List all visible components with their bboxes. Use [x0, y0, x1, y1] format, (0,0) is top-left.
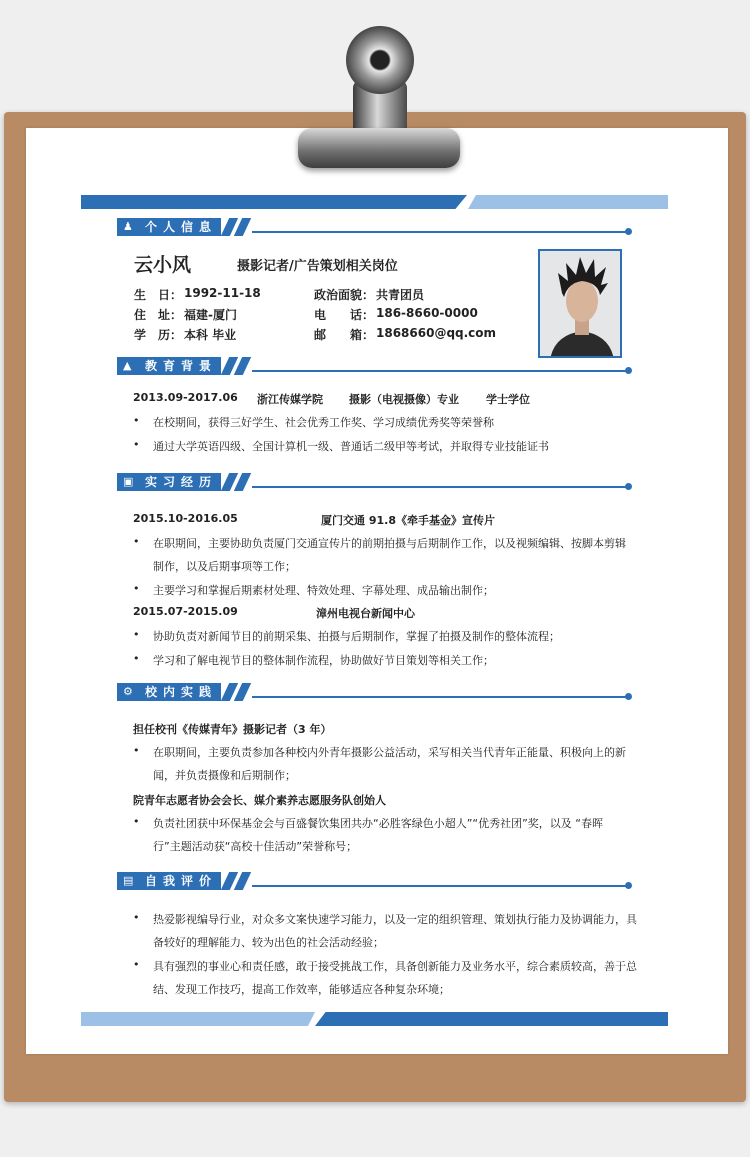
- campus-bullet-line: 行”主题活动获“高校十佳活动”荣誉称号；: [153, 840, 358, 853]
- bullet: •: [133, 438, 140, 451]
- self-eval-line: 热爱影视编导行业，对众多文案快速学习能力，以及一定的组织管理、策划执行能力及协调能力，具: [153, 913, 637, 926]
- clip-base: [298, 128, 460, 168]
- bullet: •: [133, 958, 140, 971]
- politics-label: 政治面貌：: [314, 288, 375, 302]
- job1-period: 2015.10-2016.05: [133, 512, 238, 525]
- birth-label: 生 日：: [134, 288, 183, 302]
- address-label: 住 址：: [134, 308, 183, 322]
- bullet: •: [133, 628, 140, 641]
- section-header-campus: [117, 683, 632, 701]
- bottom-bar-dark: [315, 1012, 668, 1026]
- target-position: 摄影记者/广告策划相关岗位: [237, 259, 398, 274]
- notepad-icon: ▤: [123, 874, 140, 887]
- campus-bullet-line: 在职期间，主要负责参加各种校内外青年摄影公益活动，采写相关当代青年正能量、积极向上的新: [153, 746, 626, 759]
- top-bar-dark: [81, 195, 467, 209]
- section-title: 校内实践: [145, 685, 218, 699]
- self-eval-line: 备较好的理解能力、较为出色的社会活动经验；: [153, 936, 384, 949]
- campus-role1: 担任校刊《传媒青年》摄影记者（3 年）: [133, 723, 332, 736]
- job2-bullet: 协助负责对新闻节目的前期采集、拍摄与后期制作，掌握了拍摄及制作的整体流程；: [153, 630, 560, 643]
- edu-bullet: 在校期间，获得三好学生、社会优秀工作奖、学习成绩优秀奖等荣誉称: [153, 416, 494, 429]
- politics-value: 共青团员: [376, 288, 425, 302]
- address-value: 福建-厦门: [184, 308, 237, 322]
- profile-photo: [538, 249, 622, 358]
- section-title: 自我评价: [145, 874, 218, 888]
- section-line: [252, 231, 628, 233]
- bullet: •: [133, 414, 140, 427]
- degree-label: 学 历：: [134, 328, 183, 342]
- section-tag: [117, 473, 221, 491]
- section-tag: [117, 357, 221, 375]
- campus-bullet-line: 负责社团获中环保基金会与百盛餐饮集团共办“必胜客绿色小超人”“优秀社团”奖，以及 “春晖: [153, 817, 603, 830]
- section-dot: [625, 228, 632, 235]
- job1-bullet-line: 在职期间，主要协助负责厦门交通宣传片的前期拍摄与后期制作工作，以及视频编辑、按脚本剪辑: [153, 537, 626, 550]
- section-line: [252, 486, 628, 488]
- section-dot: [625, 882, 632, 889]
- top-bar-light: [468, 195, 668, 209]
- section-title: 教育背景: [145, 359, 218, 373]
- bullet: •: [133, 582, 140, 595]
- section-title: 个人信息: [145, 220, 218, 234]
- section-tag: [117, 683, 221, 701]
- clip-ring: [346, 26, 414, 94]
- bottom-bar-light: [81, 1012, 315, 1026]
- candidate-name: 云小风: [134, 254, 192, 276]
- job2-bullet: 学习和了解电视节目的整体制作流程，协助做好节目策划等相关工作；: [153, 654, 494, 667]
- section-dot: [625, 367, 632, 374]
- section-dot: [625, 693, 632, 700]
- email-label: 邮 箱：: [314, 328, 375, 342]
- edu-bullet: 通过大学英语四级、全国计算机一级、普通话二级甲等考试，并取得专业技能证书: [153, 440, 549, 453]
- section-header-internship: [117, 473, 632, 491]
- self-eval-line: 结、发现工作技巧，提高工作效率，能够适应各种复杂环境；: [153, 983, 450, 996]
- graduation-cap-icon: ▲: [123, 359, 138, 372]
- bullet: •: [133, 652, 140, 665]
- user-icon: ♟: [123, 220, 139, 233]
- job2-period: 2015.07-2015.09: [133, 605, 238, 618]
- edu-degree: 学士学位: [486, 393, 530, 406]
- gear-icon: ⚙: [123, 685, 139, 698]
- job1-org: 厦门交通 91.8《牵手基金》宣传片: [321, 514, 495, 527]
- phone-label: 电 话：: [314, 308, 375, 322]
- section-line: [252, 885, 628, 887]
- section-dot: [625, 483, 632, 490]
- section-line: [252, 696, 628, 698]
- campus-bullet-line: 闻，并负责摄像和后期制作；: [153, 769, 296, 782]
- section-header-education: [117, 357, 632, 375]
- degree-value: 本科 毕业: [184, 328, 237, 342]
- section-line: [252, 370, 628, 372]
- bullet: •: [133, 744, 140, 757]
- section-title: 实习经历: [145, 475, 218, 489]
- job1-bullet: 主要学习和掌握后期素材处理、特效处理、字幕处理、成品输出制作；: [153, 584, 494, 597]
- section-header-self-eval: [117, 872, 632, 890]
- briefcase-icon: ▣: [123, 475, 140, 488]
- section-tag: [117, 872, 221, 890]
- job2-org: 漳州电视台新闻中心: [316, 607, 415, 620]
- section-tag: [117, 218, 221, 236]
- self-eval-line: 具有强烈的事业心和责任感，敢于接受挑战工作，具备创新能力及业务水平，综合素质较高，善于总: [153, 960, 637, 973]
- bullet: •: [133, 815, 140, 828]
- edu-period: 2013.09-2017.06: [133, 391, 238, 404]
- campus-role2: 院青年志愿者协会会长、媒介素养志愿服务队创始人: [133, 794, 386, 807]
- section-header-personal: [117, 218, 632, 236]
- edu-school: 浙江传媒学院: [257, 393, 323, 406]
- bullet: •: [133, 911, 140, 924]
- job1-bullet-line: 制作，以及后期事项等工作；: [153, 560, 296, 573]
- bullet: •: [133, 535, 140, 548]
- phone-value: 186-8660-0000: [376, 306, 478, 320]
- birth-value: 1992-11-18: [184, 286, 261, 300]
- email-value: 1868660@qq.com: [376, 326, 497, 340]
- edu-major: 摄影（电视摄像）专业: [349, 393, 459, 406]
